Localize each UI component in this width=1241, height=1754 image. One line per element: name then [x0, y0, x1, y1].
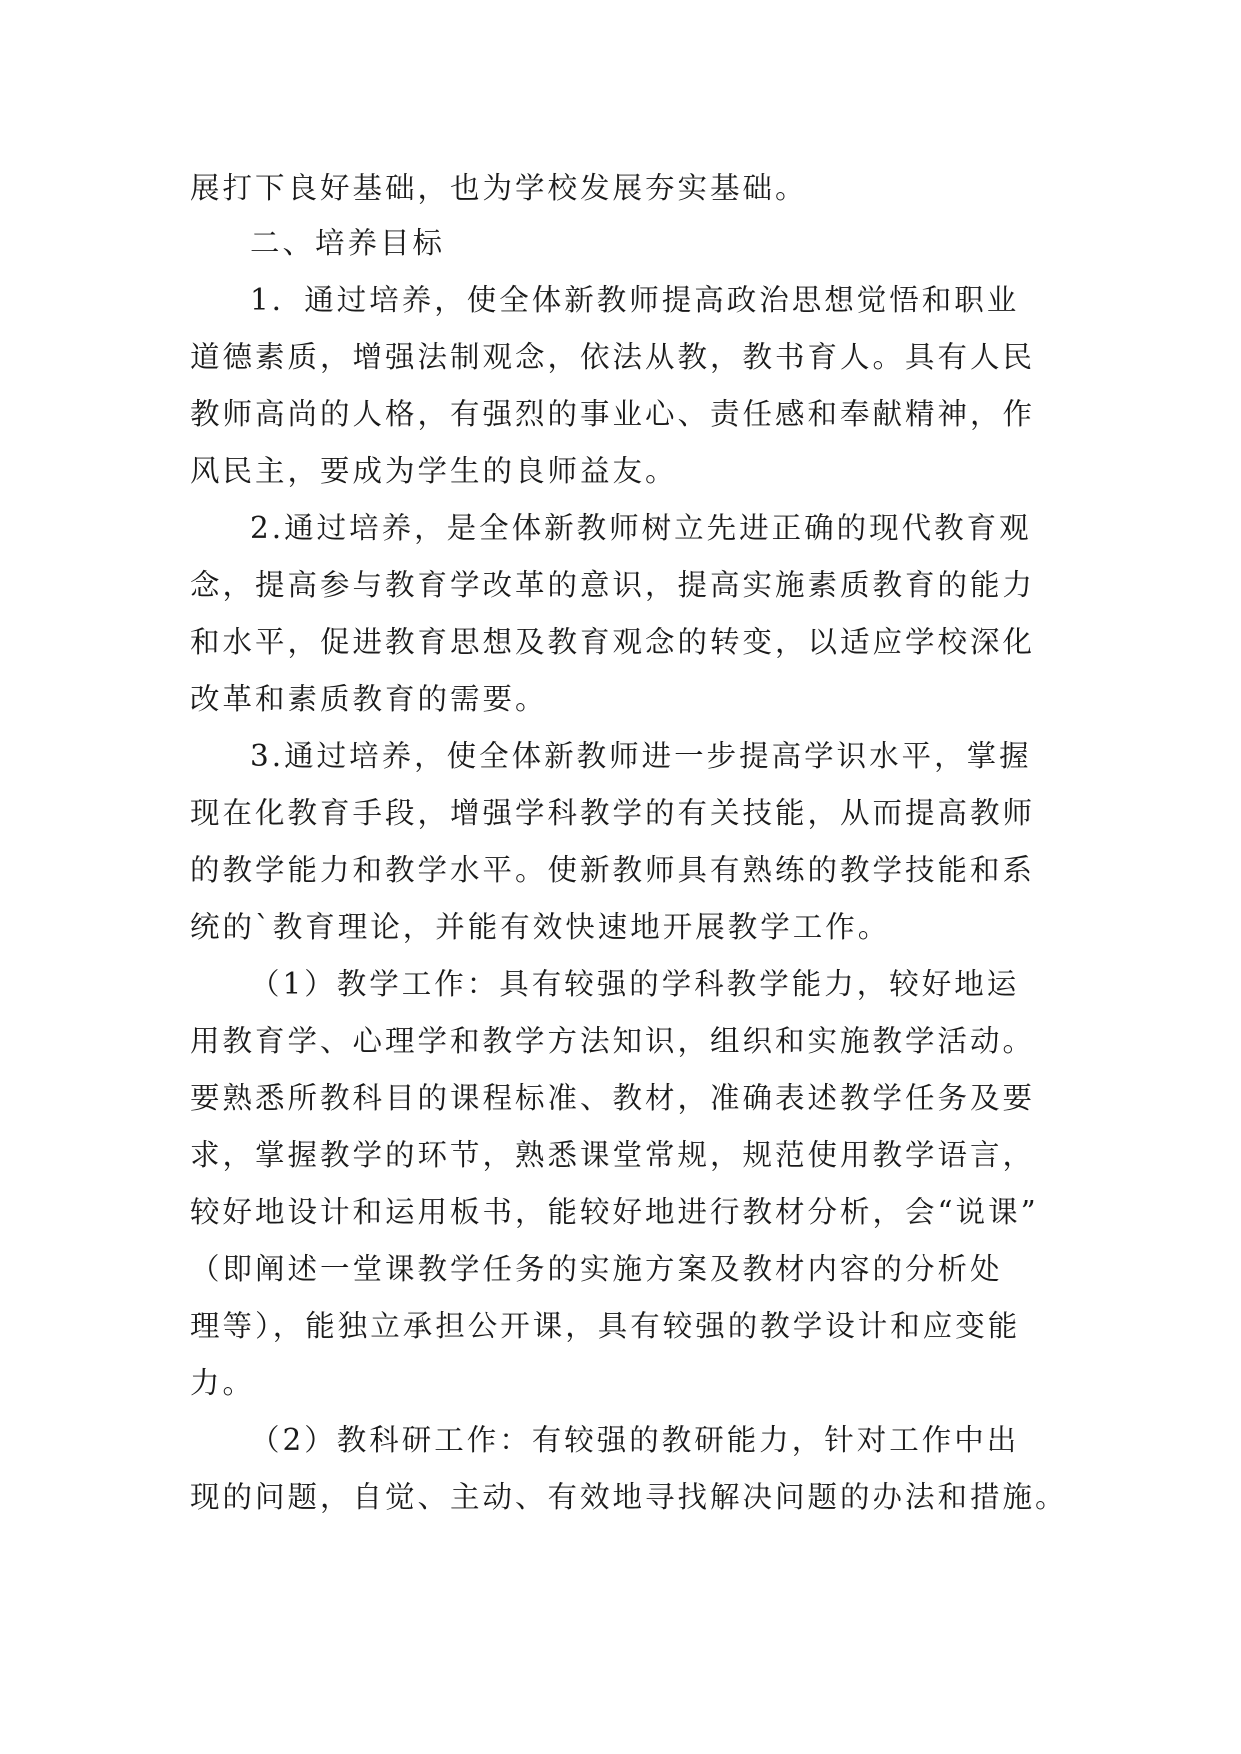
text-line: 改革和素质教育的需要。	[190, 682, 548, 716]
text-line: 统的`教育理论，并能有效快速地开展教学工作。	[190, 910, 891, 944]
text-line: 念，提高参与教育学改革的意识，提高实施素质教育的能力	[190, 568, 1036, 602]
text-line: 现的问题，自觉、主动、有效地寻找解决问题的办法和措施。	[190, 1480, 1068, 1514]
text-line: 3.通过培养，使全体新教师进一步提高学识水平，掌握	[250, 739, 1032, 773]
text-line: 较好地设计和运用板书，能较好地进行教材分析，会“说课”	[190, 1195, 1039, 1229]
text-line: 要熟悉所教科目的课程标准、教材，准确表述教学任务及要	[190, 1081, 1036, 1115]
text-line: （1）教学工作：具有较强的学科教学能力，较好地运	[250, 967, 1020, 1001]
text-line: 和水平，促进教育思想及教育观念的转变，以适应学校深化	[190, 625, 1036, 659]
text-line: 1．通过培养，使全体新教师提高政治思想觉悟和职业	[250, 283, 1020, 317]
text-line: 力。	[190, 1366, 256, 1400]
text-line: 求，掌握教学的环节，熟悉课堂常规，规范使用教学语言，	[190, 1138, 1036, 1172]
text-line: （即阐述一堂课教学任务的实施方案及教材内容的分析处	[190, 1252, 1003, 1286]
text-line: 用教育学、心理学和教学方法知识，组织和实施教学活动。	[190, 1024, 1036, 1058]
text-line: 道德素质，增强法制观念，依法从教，教书育人。具有人民	[190, 340, 1036, 374]
text-line: 理等），能独立承担公开课，具有较强的教学设计和应变能	[190, 1309, 1021, 1343]
text-line: 风民主，要成为学生的良师益友。	[190, 454, 678, 488]
text-line: 现在化教育手段，增强学科教学的有关技能，从而提高教师	[190, 796, 1036, 830]
text-line: 教师高尚的人格，有强烈的事业心、责任感和奉献精神，作	[190, 397, 1036, 431]
text-line: 的教学能力和教学水平。使新教师具有熟练的教学技能和系	[190, 853, 1036, 887]
section-heading: 二、培养目标	[250, 226, 446, 260]
text-line: 展打下良好基础，也为学校发展夯实基础。	[190, 171, 808, 205]
text-line: （2）教科研工作：有较强的教研能力，针对工作中出	[250, 1423, 1020, 1457]
text-line: 2.通过培养，是全体新教师树立先进正确的现代教育观	[250, 511, 1032, 545]
